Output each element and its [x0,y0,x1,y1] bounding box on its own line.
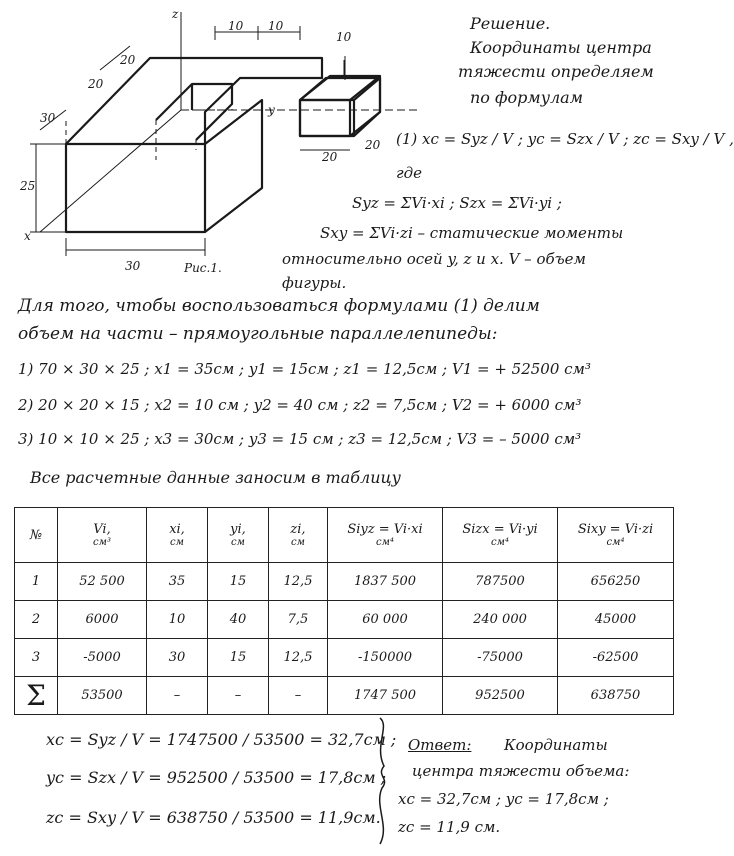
table-sum-row: Σ 53500 – – – 1747 500 952500 638750 [15,677,674,715]
answer-line2: центра тяжести объема: [412,762,630,780]
formula-static-moments: Syz = ΣVi·xi ; Szx = ΣVi·yi ; [352,194,562,212]
answer-line4: zc = 11,9 см. [398,818,501,836]
formula-figure-note: фигуры. [282,274,347,292]
dim-10a: 10 [228,19,244,33]
header-volume: Vi, см³ [58,508,147,563]
dim-25: 25 [20,179,36,193]
axis-x-label: x [24,229,31,243]
result-xc: xc = Syz / V = 1747500 / 53500 = 32,7см ; [46,730,397,749]
part-3: 3) 10 × 10 × 25 ; x3 = 30см ; y3 = 15 см ; z3 = 12,5см ; V3 = – 5000 см³ [18,430,582,448]
header-number: № [15,508,58,563]
isometric-figure [0,0,300,285]
answer-line1: Координаты [504,736,608,754]
formula-sxy: Sxy = ΣVi·zi – статические моменты [320,224,624,242]
axis-y-label: y [268,103,275,117]
dim-20a: 20 [120,53,136,67]
calculation-table [14,507,674,715]
header-szx: Sizx = Vi·yi см⁴ [443,508,558,563]
header-z: zi, см [269,508,328,563]
part-1: 1) 70 × 30 × 25 ; x1 = 35см ; y1 = 15см ; z1 = 12,5см ; V1 = + 52500 см³ [18,360,592,378]
table-intro: Все расчетные данные заносим в таблицу [30,468,401,487]
solution-line1: Координаты центра [470,38,652,57]
solution-line3: по формулам [470,88,583,107]
header-y: yi, см [208,508,269,563]
intro-line2: объем на части – прямоугольные параллелепипеды: [18,324,498,344]
header-syz: Siyz = Vi·xi см⁴ [328,508,443,563]
header-sxy: Sixy = Vi·zi см⁴ [558,508,674,563]
main-block-top [66,58,322,144]
intro-line1: Для того, чтобы воспользоваться формулами (1) делим [18,296,540,316]
answer-label: Ответ: [408,736,472,754]
dim-20c: 20 [322,150,338,164]
dim-30b: 30 [125,259,141,273]
dim-20d: 20 [365,138,381,152]
dim-20b: 20 [88,77,104,91]
brace-divider [372,716,396,846]
solution-title: Решение. [470,14,551,33]
table-row: 3 -5000 30 15 12,5 -150000 -75000 -62500 [15,639,674,677]
result-yc: yc = Szx / V = 952500 / 53500 = 17,8см ; [46,768,387,787]
formula-where: где [396,164,422,182]
part-2: 2) 20 × 20 × 15 ; x2 = 10 см ; y2 = 40 см ; z2 = 7,5см ; V2 = + 6000 см³ [18,396,582,414]
small-block-figure [296,60,396,150]
main-block-front [66,144,205,232]
axis-z-label: z [172,7,179,21]
axis-x-line [40,110,181,232]
dim-10b: 10 [268,19,284,33]
answer-line3: xc = 32,7см ; yc = 17,8см ; [398,790,609,808]
result-zc: zc = Sxy / V = 638750 / 53500 = 11,9см. [46,808,381,827]
solution-line2: тяжести определяем [458,62,654,81]
dim-10c: 10 [336,30,352,44]
table-header-row [15,508,674,563]
main-block-side [205,100,262,232]
table-row: 1 52 500 35 15 12,5 1837 500 787500 656250 [15,563,674,601]
dim-30a: 30 [40,111,56,125]
formula-axes-note: относительно осей y, z и x. V – объем [282,250,586,268]
table-row: 2 6000 10 40 7,5 60 000 240 000 45000 [15,601,674,639]
formula-centroid: (1) xc = Syz / V ; yc = Szx / V ; zc = Sxy / V , [396,130,734,148]
figure-caption: Рис.1. [184,261,222,275]
header-x: xi, см [147,508,208,563]
